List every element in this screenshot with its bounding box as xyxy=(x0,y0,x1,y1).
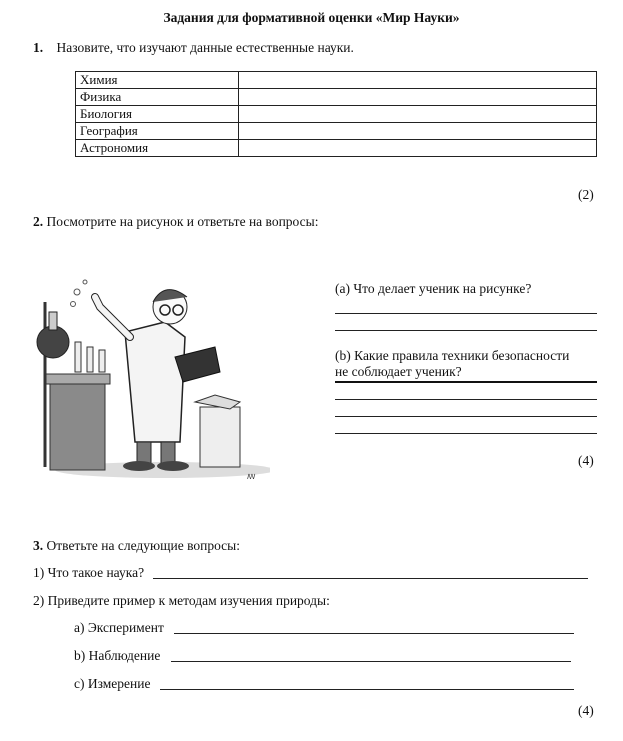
question-3-item-2: 2) Приведите пример к методам изучения природы: xyxy=(33,593,330,608)
question-2-number: 2. xyxy=(33,214,44,229)
bubble xyxy=(74,289,80,295)
method-experiment: a) Эксперимент xyxy=(74,620,164,635)
test-tube xyxy=(87,347,93,372)
raised-arm-sleeve xyxy=(95,297,130,337)
bench-top xyxy=(45,374,110,384)
shoe xyxy=(123,461,155,471)
answer-line-2a-1[interactable] xyxy=(335,313,597,314)
answer-line-3-1[interactable] xyxy=(153,578,588,579)
science-name: Физика xyxy=(76,89,239,106)
test-tube xyxy=(99,350,105,372)
bubble xyxy=(71,302,76,307)
lab-bench xyxy=(50,382,105,470)
question-3-item-1-text: 1) Что такое наука? xyxy=(33,565,145,580)
bubble xyxy=(83,280,87,284)
waste-bin xyxy=(200,407,240,467)
question-2-score: (4) xyxy=(578,453,594,468)
table-row xyxy=(76,72,597,89)
page-title: Задания для формативной оценки «Мир Науки» xyxy=(163,10,460,25)
question-1 xyxy=(33,40,354,56)
answer-line-2b-1[interactable] xyxy=(335,381,597,383)
question-1-text: Назовите, что изучают данные естественные науки. xyxy=(56,40,354,55)
sciences-table xyxy=(75,71,597,157)
flask xyxy=(37,326,69,358)
question-2b xyxy=(335,348,597,380)
question-2b-line2: не соблюдает ученик? xyxy=(335,364,462,379)
question-1-number: 1. xyxy=(33,40,44,55)
method-observation: b) Наблюдение xyxy=(74,648,161,663)
answer-line-2b-3[interactable] xyxy=(335,416,597,417)
question-3-score: (4) xyxy=(578,703,594,718)
question-2b-line1: (b) Какие правила техники безопасности xyxy=(335,348,570,363)
student-leg xyxy=(161,442,175,464)
table-row xyxy=(76,106,597,123)
question-3-number: 3. xyxy=(33,538,44,553)
question-2a: (a) Что делает ученик на рисунке? xyxy=(335,281,532,296)
student-lab-illustration xyxy=(15,262,270,487)
science-name: Астрономия xyxy=(76,140,239,157)
table-row xyxy=(76,89,597,106)
flask-neck xyxy=(49,312,57,330)
answer-cell[interactable] xyxy=(239,123,597,140)
question-1-score: (2) xyxy=(578,187,594,202)
shoe xyxy=(157,461,189,471)
answer-cell[interactable] xyxy=(239,140,597,157)
table-row xyxy=(76,140,597,157)
question-3-item-1 xyxy=(33,565,144,581)
science-name: Биология xyxy=(76,106,239,123)
question-3-text: Ответьте на следующие вопросы: xyxy=(46,538,240,553)
answer-line-experiment[interactable] xyxy=(174,633,574,634)
table-row xyxy=(76,123,597,140)
method-measurement: c) Измерение xyxy=(74,676,151,691)
answer-cell[interactable] xyxy=(239,106,597,123)
question-3 xyxy=(33,538,240,554)
question-2 xyxy=(33,214,318,230)
answer-line-2a-2[interactable] xyxy=(335,330,597,331)
science-name: Химия xyxy=(76,72,239,89)
question-2-text: Посмотрите на рисунок и ответьте на вопросы: xyxy=(46,214,319,229)
answer-line-2b-2[interactable] xyxy=(335,399,597,400)
science-name: География xyxy=(76,123,239,140)
student-leg xyxy=(137,442,151,464)
test-tube xyxy=(75,342,81,372)
answer-cell[interactable] xyxy=(239,89,597,106)
answer-cell[interactable] xyxy=(239,72,597,89)
answer-line-measurement[interactable] xyxy=(160,689,574,690)
answer-line-2b-4[interactable] xyxy=(335,433,597,434)
artist-signature: ꟿ xyxy=(247,473,256,481)
answer-line-observation[interactable] xyxy=(171,661,571,662)
lab-coat xyxy=(125,322,185,442)
